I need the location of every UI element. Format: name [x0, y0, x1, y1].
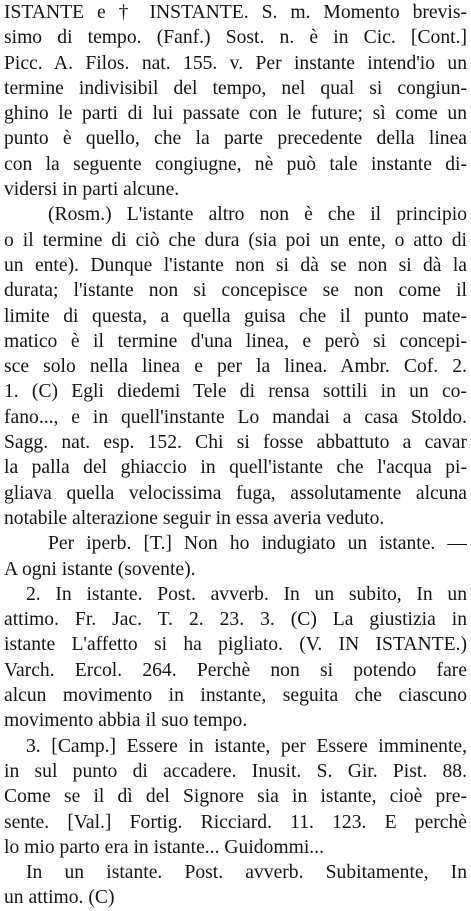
text-line-10: o il termine di ciò che dura (sia poi un ente, o atto di	[4, 229, 467, 251]
text-line-8: vidersi in parti alcune.	[4, 179, 180, 201]
text-line-3: Picc. A. Filos. nat. 155. v. Per instante intend'io un	[4, 52, 467, 74]
text-line-4: termine indivisibil del tempo, nel qual si congiun-	[4, 77, 467, 99]
text-line-33: sente. [Val.] Fortig. Ricciard. 11. 123. E perchè	[4, 811, 467, 833]
text-line-11: un ente). Dunque l'istante non si dà se non si dà la	[4, 254, 467, 276]
text-line-25: attimo. Fr. Jac. T. 2. 23. 3. (C) La giustizia in	[4, 609, 467, 631]
text-line-5: ghino le parti di lui passate con le future; sì come un	[4, 103, 467, 125]
text-line-30: 3. [Camp.] Essere in istante, per Essere imminente,	[26, 735, 467, 757]
text-line-27: Varch. Ercol. 264. Perchè non si potendo fare	[4, 659, 467, 681]
text-line-15: sce solo nella linea e per la linea. Ambr. Cof. 2.	[4, 356, 467, 378]
text-line-16: 1. (C) Egli diedemi Tele di rensa sottili in un co-	[4, 381, 467, 403]
text-line-24: 2. In istante. Post. avverb. In un subito, In un	[26, 583, 467, 605]
text-line-1: ISTANTE e † INSTANTE. S. m. Momento brevis-	[4, 2, 467, 23]
text-line-29: movimento abbia il suo tempo.	[4, 710, 248, 732]
text-line-35: In un istante. Post. avverb. Subitamente, In	[26, 862, 467, 884]
text-line-22: Per iperb. [T.] Non ho indugiato un istante. —	[48, 533, 467, 555]
text-line-14: matico è il termine d'una linea, e però si concepi-	[4, 330, 467, 352]
text-line-2: simo di tempo. (Fanf.) Sost. n. è in Cic. [Cont.]	[4, 27, 467, 49]
text-line-34: lo mio parto era in istante... Guidommi...	[4, 836, 324, 858]
text-line-32: Come se il dì del Signore sia in istante, cioè pre-	[4, 786, 467, 808]
text-line-18: Sagg. nat. esp. 152. Chi si fosse abbattuto a cavar	[4, 432, 467, 454]
text-line-26: istante L'affetto si ha pigliato. (V. IN ISTANTE.)	[4, 634, 467, 656]
text-line-13: limite di questa, a quella guisa che il punto mate-	[4, 305, 467, 327]
text-line-28: alcun movimento in instante, seguita che ciascuno	[4, 685, 467, 707]
text-line-9: (Rosm.) L'istante altro non è che il principio	[48, 204, 467, 226]
text-line-12: durata; l'istante non si concepisce se non come il	[4, 280, 467, 302]
text-line-20: gliava quella velocissima fuga, assolutamente alcuna	[4, 482, 467, 504]
text-line-7: con la seguente congiugne, nè può tale instante di-	[4, 153, 467, 175]
text-line-23: A ogni istante (sovente).	[4, 558, 196, 580]
text-line-21: notabile alterazione seguir in essa averia veduto.	[4, 507, 385, 529]
text-line-6: punto è quello, che la parte precedente della linea	[4, 128, 467, 150]
text-line-17: fano..., e in quell'instante Lo mandai a casa Stoldo.	[4, 406, 467, 428]
text-line-19: la palla del ghiaccio in quell'istante che l'acqua pi-	[4, 457, 467, 479]
text-line-31: in sul punto di accadere. Inusit. S. Gir. Pist. 88.	[4, 760, 467, 782]
text-line-36: un attimo. (C)	[4, 887, 115, 909]
